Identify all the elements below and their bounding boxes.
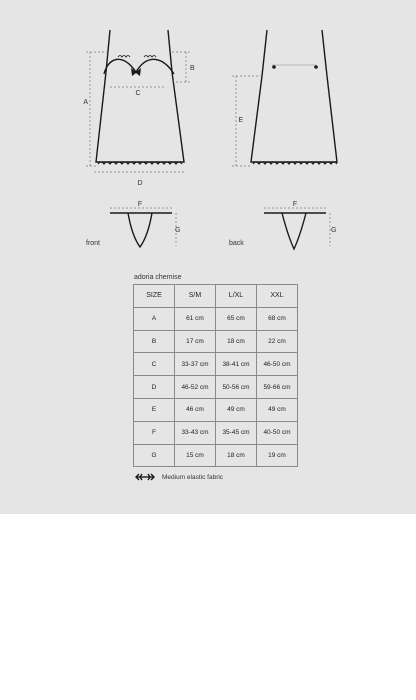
table-row	[134, 376, 298, 399]
table-cell: 50-56 cm	[216, 376, 257, 399]
table-header-cell: L/XL	[216, 285, 257, 308]
table-row	[134, 330, 298, 353]
front-thong-drawing	[110, 213, 172, 247]
garment-diagram	[0, 0, 416, 270]
legend	[134, 472, 223, 482]
table-cell: 22 cm	[257, 330, 298, 353]
table-cell: 59-66 cm	[257, 376, 298, 399]
table-cell: 17 cm	[175, 330, 216, 353]
table-row	[134, 353, 298, 376]
table-cell: D	[134, 376, 175, 399]
table-cell: 49 cm	[257, 398, 298, 421]
table-cell: F	[134, 421, 175, 444]
dim-label-g-front: G	[175, 227, 181, 234]
table-cell: C	[134, 353, 175, 376]
table-row	[134, 398, 298, 421]
back-label: back	[229, 240, 244, 247]
table-row	[134, 444, 298, 467]
table-cell: 19 cm	[257, 444, 298, 467]
table-header-cell: S/M	[175, 285, 216, 308]
table-cell: 35-45 cm	[216, 421, 257, 444]
table-cell: 33-43 cm	[175, 421, 216, 444]
table-cell: 38-41 cm	[216, 353, 257, 376]
front-label: front	[86, 240, 101, 247]
table-cell: 46-50 cm	[257, 353, 298, 376]
table-cell: 33-37 cm	[175, 353, 216, 376]
elastic-arrow-icon	[134, 473, 156, 481]
table-cell: E	[134, 398, 175, 421]
dim-label-f-back: F	[292, 201, 298, 208]
table-cell: G	[134, 444, 175, 467]
dim-label-f-front: F	[137, 201, 143, 208]
dim-label-c: C	[135, 90, 141, 97]
table-cell: 49 cm	[216, 398, 257, 421]
front-chemise-drawing	[96, 30, 184, 164]
table-cell: 65 cm	[216, 307, 257, 330]
back-thong-drawing	[264, 213, 326, 249]
table-cell: 46-52 cm	[175, 376, 216, 399]
table-cell: 68 cm	[257, 307, 298, 330]
table-cell: 40-50 cm	[257, 421, 298, 444]
table-cell: 18 cm	[216, 330, 257, 353]
table-cell: 15 cm	[175, 444, 216, 467]
dim-label-e: E	[238, 117, 243, 124]
table-row	[134, 421, 298, 444]
dim-label-d: D	[137, 180, 143, 187]
table-cell: 18 cm	[216, 444, 257, 467]
table-cell: B	[134, 330, 175, 353]
legend-text: Medium elastic fabric	[162, 473, 224, 481]
table-title: adoria chemise	[134, 274, 182, 281]
back-chemise-drawing	[251, 30, 337, 164]
table-cell: 61 cm	[175, 307, 216, 330]
table-header-row	[134, 285, 298, 308]
table-header-cell: XXL	[257, 285, 298, 308]
bow-icon	[131, 68, 141, 76]
size-table	[133, 284, 298, 467]
dim-label-b: B	[190, 65, 195, 72]
table-row	[134, 307, 298, 330]
dim-label-g-back: G	[331, 227, 337, 234]
table-header-cell: SIZE	[134, 285, 175, 308]
table-cell: 46 cm	[175, 398, 216, 421]
dim-label-a: A	[83, 99, 88, 106]
table-cell: A	[134, 307, 175, 330]
